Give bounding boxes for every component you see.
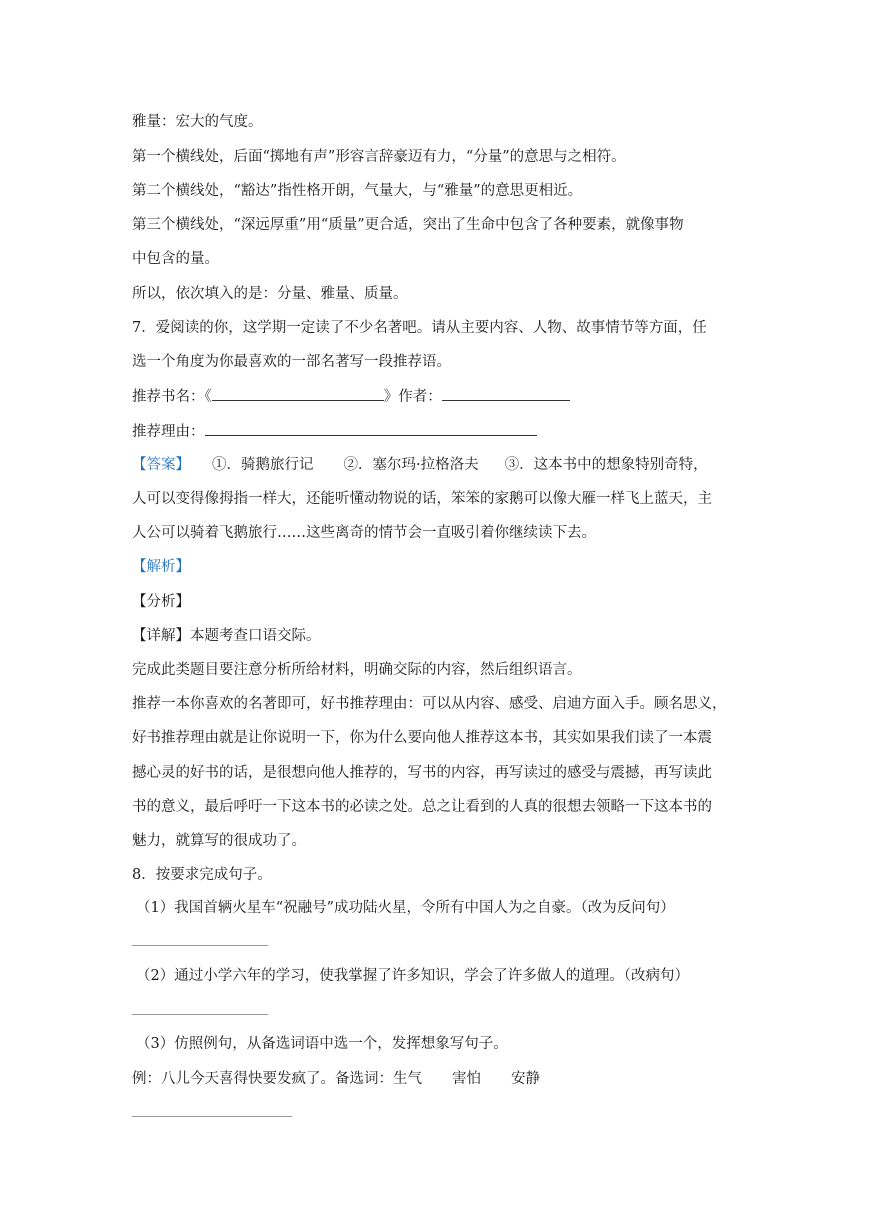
text-line: 所以，依次填入的是：分量、雅量、质量。 — [132, 286, 408, 302]
book-title-blank — [212, 386, 384, 401]
author-label: 》作者： — [383, 389, 442, 405]
book-title-label: 推荐书名：《 — [132, 389, 212, 405]
answer-blank-3 — [132, 1116, 292, 1117]
text-line: 第一个横线处，后面“掷地有声”形容言辞豪迈有力，“分量”的意思与之相符。 — [132, 149, 626, 165]
example-row — [132, 1069, 772, 1089]
answer-row — [132, 455, 772, 475]
answer-1: ①．骑鹅旅行记 — [212, 457, 314, 473]
reason-row — [132, 421, 772, 442]
text-line: 第二个横线处，“豁达”指性格开朗，气量大，与“雅量”的意思更相近。 — [132, 183, 583, 199]
answer-blank-1 — [132, 945, 268, 946]
detail-line: 撼心灵的好书的话，是很想向他人推荐的，写书的内容，再写读过的感受与震撼，再写读此 — [132, 765, 712, 781]
reason-label: 推荐理由： — [132, 424, 205, 440]
detail-line: 书的意义，最后呼吁一下这本书的必读之处。总之让看到的人真的很想去领略一下这本书的 — [132, 799, 712, 815]
answer-line: 人公可以骑着飞鹅旅行……这些离奇的情节会一直吸引着你继续读下去。 — [132, 525, 596, 541]
text-line: 中包含的量。 — [132, 251, 219, 267]
analysis-heading: 【分析】 — [132, 594, 190, 610]
answer-line: 人可以变得像拇指一样大，还能听懂动物说的话，笨笨的家鹅可以像大雁一样飞上蓝天，主 — [132, 491, 712, 507]
author-blank — [442, 386, 570, 401]
detail-heading: 【详解】本题考查口语交际。 — [132, 628, 321, 644]
answer-tag: 【答案】 — [132, 457, 190, 473]
question-7-line1: 7．爱阅读的你，这学期一定读了不少名著吧。请从主要内容、人物、故事情节等方面，任 — [132, 320, 707, 336]
option-word: 安静 — [511, 1071, 540, 1087]
reason-blank — [205, 421, 537, 436]
question-8-3: （3）仿照例句，从备选词语中选一个，发挥想象写句子。 — [136, 1036, 508, 1052]
question-8-1: （1）我国首辆火星车“祝融号”成功陆火星，令所有中国人为之自豪。（改为反问句） — [136, 900, 675, 916]
analysis-tag: 【解析】 — [132, 559, 190, 575]
example-text: 例：八儿今天喜得快要发疯了。备选词： — [132, 1071, 393, 1087]
question-8: 8．按要求完成句子。 — [132, 867, 272, 883]
question-8-2: （2）通过小学六年的学习，使我掌握了许多知识，学会了许多做人的道理。（改病句） — [136, 968, 689, 984]
option-word: 生气 — [393, 1071, 422, 1087]
answer-3: ③．这本书中的想象特别奇特， — [504, 457, 708, 473]
detail-line: 推荐一本你喜欢的名著即可，好书推荐理由：可以从内容、感受、启迪方面入手。顾名思义， — [132, 696, 727, 712]
answer-blank-2 — [132, 1014, 268, 1015]
detail-line: 好书推荐理由就是让你说明一下，你为什么要向他人推荐这本书，其实如果我们读了一本震 — [132, 730, 712, 746]
detail-line: 魅力，就算写的很成功了。 — [132, 833, 306, 849]
book-title-row — [132, 386, 772, 407]
text-line: 雅量：宏大的气度。 — [132, 114, 263, 130]
option-word: 害怕 — [452, 1071, 481, 1087]
answer-2: ②．塞尔玛·拉格洛夫 — [343, 457, 479, 473]
detail-line: 完成此类题目要注意分析所给材料，明确交际的内容，然后组织语言。 — [132, 662, 582, 678]
question-7-line2: 选一个角度为你最喜欢的一部名著写一段推荐语。 — [132, 354, 451, 370]
text-line: 第三个横线处，“深远厚重”用“质量”更合适，突出了生命中包含了各种要素，就像事物 — [132, 217, 684, 233]
